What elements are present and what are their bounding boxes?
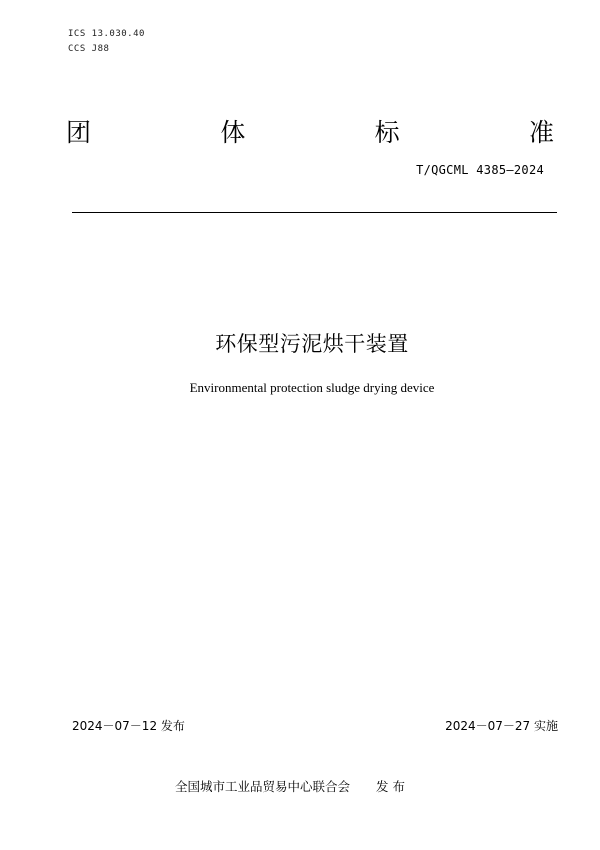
- document-title-chinese: 环保型污泥烘干装置: [215, 332, 409, 356]
- publisher-name: 全国城市工业品贸易中心联合会: [175, 779, 351, 794]
- ccs-code: CCS J88: [68, 44, 110, 54]
- header-divider: [72, 212, 557, 213]
- document-title-english: Environmental protection sludge drying device: [189, 380, 435, 395]
- standard-type-char: 体: [220, 118, 246, 147]
- standard-type-heading: [66, 113, 554, 149]
- standard-type-char: 标: [374, 118, 400, 147]
- ics-code: ICS 13.030.40: [68, 29, 145, 39]
- implementation-date: 2024－07－27 实施: [445, 719, 558, 733]
- standard-type-char: 准: [528, 118, 554, 147]
- publisher-line: [175, 777, 405, 795]
- publisher-action: 发 布: [376, 779, 405, 794]
- standard-type-char: 团: [66, 118, 92, 147]
- publication-date: 2024－07－12 发布: [72, 719, 185, 733]
- standard-number: T/QGCML 4385—2024: [416, 163, 544, 177]
